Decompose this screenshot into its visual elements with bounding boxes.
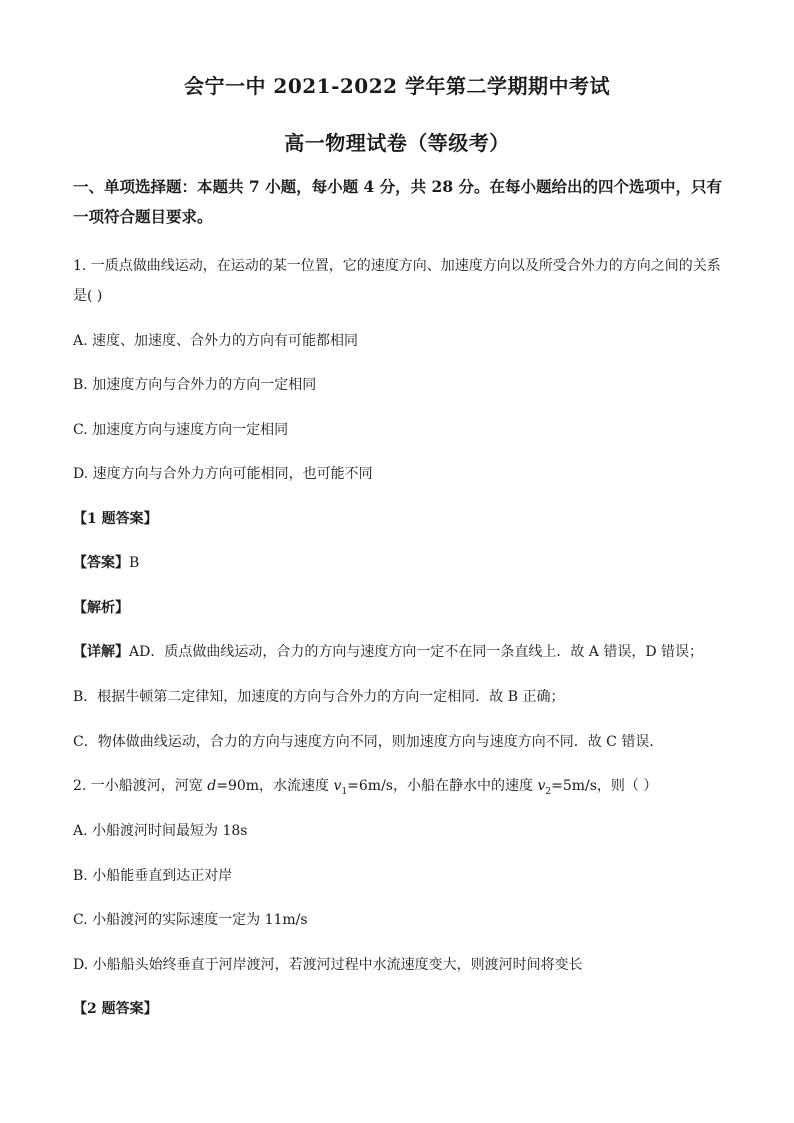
q2-stem	[73, 775, 657, 797]
q2-stem-mid1: =90m，水流速度	[216, 778, 334, 794]
q1-option-a: A. 速度、加速度、合外力的方向有可能都相同	[73, 333, 359, 349]
sub-1: 1	[341, 786, 348, 797]
q2-option-c: C. 小船渡河的实际速度一定为 11m/s	[73, 912, 308, 928]
var-v2: v	[537, 778, 546, 794]
q1-option-d: D. 速度方向与合外力方向可能相同，也可能不同	[73, 466, 373, 482]
q2-stem-mid2: =6m/s，小船在静水中的速度	[347, 778, 538, 794]
q1-detail-line3: C．物体做曲线运动，合力的方向与速度方向不同，则加速度方向与速度方向不同．故 C 错误．	[73, 734, 664, 750]
q1-option-c: C. 加速度方向与速度方向一定相同	[73, 422, 289, 438]
q1-analysis-label: 【解析】	[73, 600, 129, 616]
q1-stem-line1: 1. 一质点做曲线运动，在运动的某一位置，它的速度方向、加速度方向以及所受合外力的方向之间的关系	[73, 258, 721, 274]
q1-stem-line2: 是( )	[73, 288, 103, 304]
section-heading	[73, 172, 723, 232]
section-heading-line1: 一、单项选择题：本题共 7 小题，每小题 4 分，共 28 分。在每小题给出的四个选项中，只有	[73, 177, 723, 196]
section-heading-line2: 一项符合题目要求。	[73, 207, 213, 226]
q2-option-b: B. 小船能垂直到达正对岸	[73, 868, 233, 884]
exam-subtitle: 高一物理试卷（等级考）	[284, 131, 510, 155]
q2-answer-header: 【2 题答案】	[73, 1001, 158, 1017]
q1-detail-line2: B．根据牛顿第二定律知，加速度的方向与合外力的方向一定相同．故 B 正确；	[73, 689, 565, 705]
var-v1: v	[333, 778, 342, 794]
detail-text: AD．质点做曲线运动，合力的方向与速度方向一定不在同一条直线上．故 A 错误，D 错误；	[129, 644, 704, 660]
q1-option-b: B. 加速度方向与合外力的方向一定相同	[73, 377, 317, 393]
q1-detail-line1	[73, 641, 703, 661]
q1-answer	[73, 552, 139, 572]
sub-2: 2	[545, 786, 552, 797]
detail-label: 【详解】	[73, 644, 129, 660]
q2-stem-prefix: 2. 一小船渡河，河宽	[73, 778, 208, 794]
q2-option-a: A. 小船渡河时间最短为 18s	[73, 823, 248, 839]
exam-title: 会宁一中 2021-2022 学年第二学期期中考试	[183, 74, 611, 98]
q1-answer-header: 【1 题答案】	[73, 511, 158, 527]
q2-option-d: D. 小船船头始终垂直于河岸渡河，若渡河过程中水流速度变大，则渡河时间将变长	[73, 957, 583, 973]
answer-label: 【答案】	[73, 555, 129, 571]
answer-value: B	[129, 555, 140, 571]
q2-stem-suffix: =5m/s，则（ ）	[551, 778, 658, 794]
var-d: d	[207, 778, 217, 794]
